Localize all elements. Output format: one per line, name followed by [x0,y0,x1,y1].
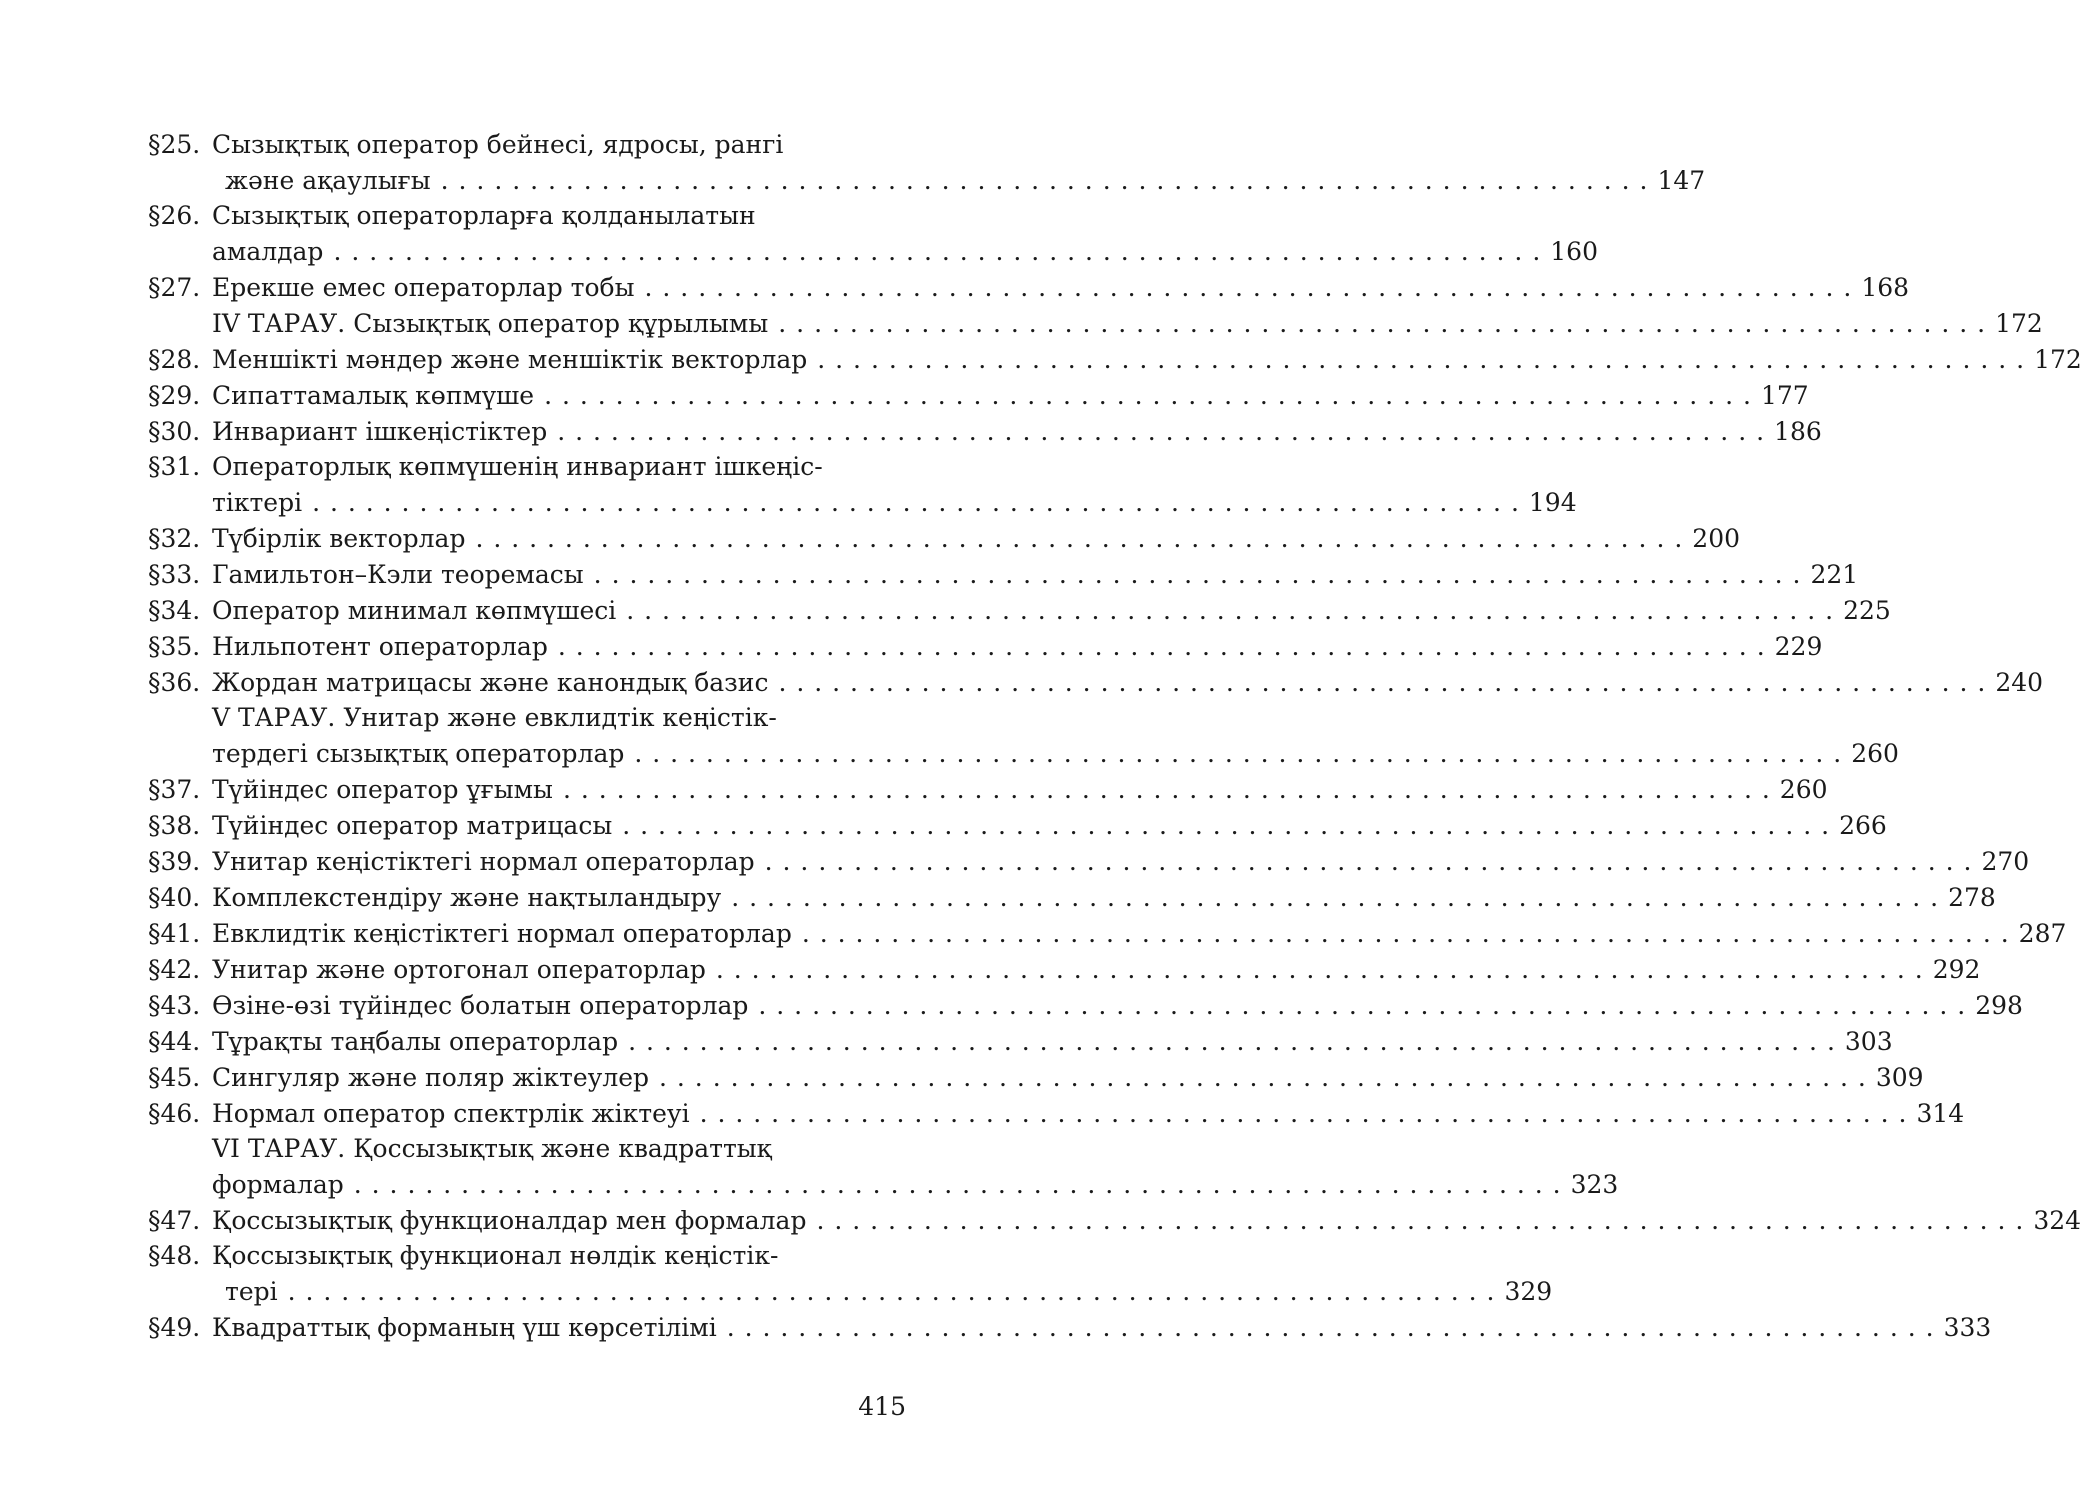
toc-entry-31-cont [148,484,1577,521]
section-title: Сызықтық оператор бейнесі, ядросы, рангі [212,130,784,159]
leader-dots [544,378,1751,414]
section-number: §35. [148,632,201,661]
section-number: §45. [148,1063,201,1092]
toc-entry-42 [148,952,1981,988]
toc-entry-27 [148,270,1910,306]
page-number: 172 [1995,309,2043,338]
chapter-title: VI ТАРАУ. Қоссызықтық және квадраттық [212,1134,772,1163]
toc-chapter-5-cont [148,735,1899,772]
toc-entry-29 [148,378,1809,414]
section-title: Жордан матрицасы және канондық базис [212,668,769,697]
section-number: §44. [148,1027,201,1056]
toc-chapter-6-cont [148,1166,1619,1203]
section-title: Сызықтық операторларға қолданылатын [212,201,756,230]
section-number: §36. [148,668,201,697]
toc-entry-45 [148,1060,1924,1096]
section-title: Нильпотент операторлар [212,632,548,661]
page-number: 260 [1779,775,1828,804]
section-title: Тұрақты таңбалы операторлар [212,1027,619,1056]
section-number: §27. [148,273,201,302]
leader-dots [659,1060,1866,1096]
section-title: Қоссызықтық функционалдар мен формалар [212,1206,807,1235]
page-number: 314 [1916,1099,1965,1128]
chapter-title-cont: тердегі сызықтық операторлар [212,739,625,768]
section-number: §28. [148,345,201,374]
page-number: 194 [1528,488,1577,517]
toc-entry-49 [148,1310,1992,1346]
toc-entry-25-cont [148,162,1706,199]
toc-entry-38 [148,808,1887,844]
page-number: 200 [1692,524,1741,553]
section-title-cont: тері [225,1277,278,1306]
leader-dots [563,772,1770,808]
section-number: §43. [148,991,201,1020]
section-number: §34. [148,596,201,625]
page-number: 292 [1932,955,1981,984]
section-title: Өзіне-өзі түйіндес болатын операторлар [212,991,749,1020]
toc-entry-47 [148,1203,2082,1239]
section-title: Инвариант ішкеңістіктер [212,417,548,446]
section-title: Унитар кеңістіктегі нормал операторлар [212,847,755,876]
toc-entry-48 [148,1239,908,1273]
section-title: Евклидтік кеңістіктегі нормал операторлар [212,919,792,948]
toc-entry-26-cont [148,233,1598,270]
page-number: 287 [2018,919,2067,948]
section-title: Унитар және ортогонал операторлар [212,955,706,984]
page-number: 303 [1844,1027,1893,1056]
section-number: §26. [148,201,201,230]
page-number: 260 [1851,739,1899,768]
leader-dots [765,844,1972,880]
page-number: 240 [1995,668,2044,697]
leader-dots [594,557,1801,593]
section-number: §33. [148,560,201,589]
toc-entry-34 [148,593,1891,629]
toc-entry-26 [148,199,908,233]
page-number: 266 [1839,811,1887,840]
table-of-contents [148,128,2082,1346]
section-title: Гамильтон–Кэли теоремасы [212,560,584,589]
leader-dots [475,521,1682,557]
toc-entry-40 [148,880,1996,916]
section-number: §49. [148,1313,201,1342]
section-title: Операторлық көпмүшенің инвариант ішкеңіс- [212,452,823,481]
section-number: §42. [148,955,201,984]
leader-dots [816,1203,2023,1239]
section-title-cont: тіктері [212,488,303,517]
toc-entry-33 [148,557,1859,593]
toc-entry-28 [148,342,2082,378]
leader-dots [778,306,1985,342]
leader-dots [312,484,1519,521]
section-number: §31. [148,452,201,481]
page-number: 278 [1948,883,1996,912]
section-title: Түбірлік векторлар [212,524,466,553]
section-number: §25. [148,130,201,159]
section-number: §37. [148,775,201,804]
section-number: §29. [148,381,201,410]
section-number: §39. [148,847,201,876]
leader-dots [557,414,1764,450]
chapter-title: IV ТАРАУ. Сызықтық оператор құрылымы [212,309,769,338]
toc-entry-37 [148,772,1828,808]
page-number: 168 [1861,273,1910,302]
section-title: Квадраттық форманың үш көрсетілімі [212,1313,717,1342]
toc-chapter-6 [148,1132,908,1166]
section-title-cont: және ақаулығы [225,166,431,195]
toc-entry-39 [148,844,2030,880]
toc-entry-41 [148,916,2067,952]
toc-entry-32 [148,521,1741,557]
leader-dots [758,988,1965,1024]
leader-dots [700,1096,1907,1132]
folio-page-number: 415 [858,1392,906,1421]
leader-dots [645,270,1852,306]
section-title: Нормал оператор спектрлік жіктеуі [212,1099,690,1128]
section-title: Ерекше емес операторлар тобы [212,273,635,302]
toc-entry-48-cont [148,1273,1553,1310]
page-number: 177 [1760,381,1809,410]
page-number: 333 [1943,1313,1992,1342]
section-title: Оператор минимал көпмүшесі [212,596,617,625]
page-number: 147 [1657,166,1706,195]
toc-chapter-4 [148,306,2043,342]
page-number: 221 [1810,560,1859,589]
toc-entry-36 [148,665,2044,701]
section-number: §40. [148,883,201,912]
leader-dots [817,342,2024,378]
page-number: 329 [1504,1277,1553,1306]
leader-dots [778,665,1985,701]
section-title: Сингуляр және поляр жіктеулер [212,1063,650,1092]
leader-dots [802,916,2009,952]
section-number: §47. [148,1206,201,1235]
page-number: 225 [1843,596,1891,625]
section-title-cont: амалдар [212,237,324,266]
toc-entry-31 [148,450,908,484]
leader-dots [288,1273,1495,1310]
toc-chapter-5 [148,701,908,735]
page-number: 229 [1774,632,1823,661]
page-number: 172 [2034,345,2082,374]
leader-dots [626,593,1833,629]
section-title: Түйіндес оператор матрицасы [212,811,613,840]
leader-dots [634,735,1841,772]
page-number: 298 [1975,991,2023,1020]
chapter-title-cont: формалар [212,1170,344,1199]
leader-dots [333,233,1540,270]
section-number: §38. [148,811,201,840]
toc-entry-43 [148,988,2023,1024]
section-number: §46. [148,1099,201,1128]
leader-dots [628,1024,1835,1060]
page-number: 324 [2033,1206,2082,1235]
section-title: Комплекстендіру және нақтыландыру [212,883,722,912]
section-number: §32. [148,524,201,553]
leader-dots [727,1310,1934,1346]
section-title: Меншікті мәндер және меншіктік векторлар [212,345,808,374]
section-number: §48. [148,1241,201,1270]
page-number: 270 [1981,847,2030,876]
chapter-title: V ТАРАУ. Унитар және евклидтік кеңістік- [212,703,777,732]
leader-dots [558,629,1765,665]
toc-entry-44 [148,1024,1893,1060]
section-number: §30. [148,417,201,446]
leader-dots [716,952,1923,988]
toc-entry-25 [148,128,908,162]
page-number: 186 [1774,417,1822,446]
toc-entry-35 [148,629,1823,665]
section-title: Сипаттамалық көпмүше [212,381,535,410]
toc-entry-30 [148,414,1822,450]
leader-dots [441,162,1648,199]
leader-dots [622,808,1829,844]
page-number: 309 [1875,1063,1924,1092]
leader-dots [354,1166,1561,1203]
page-number: 160 [1550,237,1598,266]
page-number: 323 [1570,1170,1619,1199]
toc-entry-46 [148,1096,1965,1132]
section-title: Түйіндес оператор ұғымы [212,775,553,804]
leader-dots [731,880,1938,916]
section-title: Қоссызықтық функционал нөлдік кеңістік- [212,1241,779,1270]
section-number: §41. [148,919,201,948]
